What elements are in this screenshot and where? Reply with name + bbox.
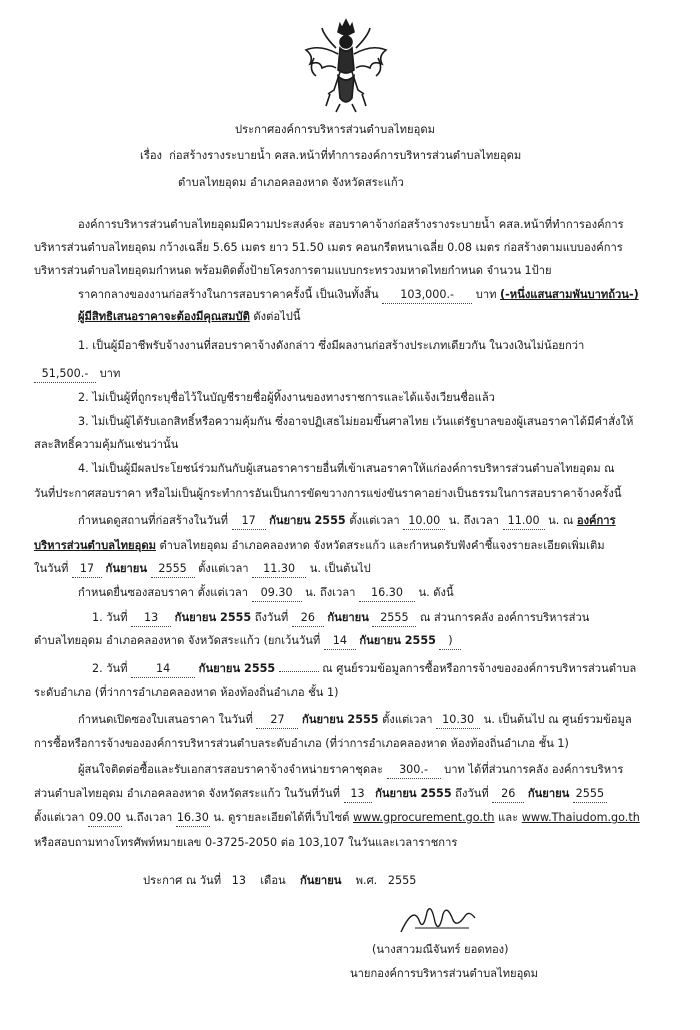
purchase-line-1	[78, 762, 623, 779]
submission-to-label: น. ถึงเวลา	[305, 586, 356, 599]
site-visit-date: 17	[232, 513, 266, 530]
site-visit-prefix: กำหนดดูสถานที่ก่อสร้างในวันที่	[78, 514, 229, 527]
site-visit-place-2: บริหารส่วนตำบลไทยอุดม	[34, 539, 156, 552]
qualification-heading-tail: ดังต่อไปนี้	[253, 310, 301, 323]
subject-line	[140, 148, 521, 164]
submission-line	[78, 585, 454, 602]
clarification-from-label: ตั้งแต่เวลา	[198, 562, 249, 575]
garuda-emblem-icon	[300, 14, 392, 114]
site-visit-line-1	[78, 513, 616, 530]
submission-2-day: 14	[131, 661, 195, 678]
announce-year: 2555	[387, 874, 417, 887]
opening-month-year: กันยายน 2555	[302, 713, 379, 726]
announce-date-prefix: ประกาศ ณ วันที่	[143, 874, 222, 887]
submission-2-blank	[279, 671, 319, 672]
purchase-to-label: ถึงวันที่	[455, 787, 489, 800]
submission-1-tail: ณ ส่วนการคลัง องค์การบริหารส่วน	[420, 611, 590, 624]
intro-line-1: องค์การบริหารส่วนตำบลไทยอุดมมีความประสงค์จะ สอบราคาจ้างก่อสร้างรางระบายน้ำ คสล.หน้าที่ทำการองค์การ	[78, 218, 624, 231]
submission-1-exception-prefix: ตำบลไทยอุดม อำเภอคลองหาด จังหวัดสระแก้ว (ยกเว้นวันที่	[34, 634, 321, 647]
intro-line-3: บริหารส่วนตำบลไทยอุดมกำหนด พร้อมติดตั้งป้ายโครงการตามแบบกระทรวงมหาดไทยกำหนด จำนวน 1ป้าย	[34, 264, 552, 277]
price-value: 103,000.-	[382, 287, 472, 304]
qualification-heading: ผู้มีสิทธิเสนอราคาจะต้องมีคุณสมบัติ	[78, 310, 250, 323]
opening-from-label: ตั้งแต่เวลา	[382, 713, 433, 726]
submission-1-exception-day: 14	[324, 633, 356, 650]
qualification-1-value: 51,500.-	[34, 366, 96, 383]
signer-name: (นางสาวมณีจันทร์ ยอดทอง)	[372, 943, 509, 956]
clarification-line	[34, 561, 371, 578]
subject-label: เรื่อง	[140, 149, 163, 162]
site-visit-line-2	[34, 538, 605, 554]
submission-end-time: 16.30	[359, 585, 415, 602]
opening-line-2: การซื้อหรือการจ้างขององค์การบริหารส่วนตำบลระดับอำเภอ (ที่ว่าการอำเภอคลองหาด ห้องท้องถิ่นอำเภอ ชั้น 1)	[34, 737, 569, 750]
qualification-1-line-1: 1. เป็นผู้มีอาชีพรับจ้างงานที่สอบราคาจ้างดังกล่าว ซึ่งมีผลงานก่อสร้างประเภทเดียวกัน ในวงเงินไม่น้อยกว่า	[78, 339, 585, 352]
qualification-1-unit: บาท	[99, 367, 121, 380]
qualification-4-line-2: วันที่ประกาศสอบราคา หรือไม่เป็นผู้กระทำการอันเป็นการขัดขวางการแข่งขันราคาอย่างเป็นธรรมในการสอบราคาจ้างครั้งนี้	[34, 487, 622, 500]
qualification-4-line-1: 4. ไม่เป็นผู้มีผลประโยชน์ร่วมกันกับผู้เสนอราคารายอื่นที่เข้าเสนอราคาให้แก่องค์การบริหารส่วนตำบลไทยอุดม ณ	[78, 462, 615, 475]
purchase-start-time: 09.00	[88, 810, 122, 827]
clarification-tail: น. เป็นต้นไป	[309, 562, 371, 575]
submission-1-exception-close: )	[439, 633, 461, 650]
price-text: (-หนึ่งแสนสามพันบาทถ้วน-)	[500, 288, 639, 301]
thaiudom-link[interactable]: www.Thaiudom.go.th	[521, 811, 640, 824]
site-visit-to-label: น. ถึงเวลา	[448, 514, 500, 527]
purchase-time-prefix: ตั้งแต่เวลา	[34, 811, 85, 824]
opening-tail: น. เป็นต้นไป ณ ศูนย์รวมข้อมูล	[483, 713, 632, 726]
submission-1-to-label: ถึงวันที่	[254, 611, 289, 624]
submission-1-start-month-year: กันยายน 2555	[174, 611, 252, 624]
price-prefix: ราคากลางของงานก่อสร้างในการสอบราคาครั้งนี้ เป็นเงินทั้งสิ้น	[78, 288, 379, 301]
qualification-1-line-2	[34, 366, 120, 383]
handwritten-signature	[395, 898, 485, 940]
purchase-end-month: กันยายน	[527, 787, 570, 800]
submission-2-month-year: กันยายน 2555	[198, 662, 276, 675]
intro-line-2: บริหารส่วนตำบลไทยอุดม กว้างเฉลี่ย 5.65 เมตร ยาว 51.50 เมตร คอนกรีตหนาเฉลี่ย 0.08 เมตร ก่อสร้างตามแบบองค์การ	[34, 241, 623, 254]
submission-1-end-month: กันยายน	[327, 611, 369, 624]
announce-year-label: พ.ศ.	[355, 874, 378, 887]
purchase-line-2	[34, 786, 607, 803]
signer-title: นายกองค์การบริหารส่วนตำบลไทยอุดม	[350, 967, 538, 980]
site-visit-at-label: น. ณ	[548, 514, 574, 527]
clarification-year: 2555	[151, 561, 195, 578]
site-visit-start-time: 10.00	[403, 513, 445, 530]
purchase-website-label: น. ดูรายละเอียดได้ที่เว็บไซต์	[213, 811, 350, 824]
qualification-3-line-1: 3. ไม่เป็นผู้ได้รับเอกสิทธิ์หรือความคุ้มกัน ซึ่งอาจปฏิเสธไม่ยอมขึ้นศาลไทย เว้นแต่รัฐบาลของผู้เสนอราคาได้มีคำสั่งให้	[78, 415, 634, 428]
announce-month: กันยายน	[299, 874, 342, 887]
announcement-title: ประกาศองค์การบริหารส่วนตำบลไทยอุดม	[235, 123, 435, 136]
purchase-start-day: 13	[344, 786, 372, 803]
clarification-month: กันยายน	[105, 562, 148, 575]
qualification-3-line-2: สละสิทธิ์ความคุ้มกันเช่นว่านั้น	[34, 438, 179, 451]
subject-text: ก่อสร้างรางระบายน้ำ คสล.หน้าที่ทำการองค์การบริหารส่วนตำบลไทยอุดม	[169, 149, 522, 162]
submission-1-start-day: 13	[131, 610, 171, 627]
site-visit-month-year: กันยายน 2555	[269, 514, 346, 527]
purchase-end-day: 26	[492, 786, 524, 803]
gprocurement-link[interactable]: www.gprocurement.go.th	[353, 811, 495, 824]
purchase-end-time: 16.30	[176, 810, 210, 827]
site-visit-from-label: ตั้งแต่เวลา	[349, 514, 400, 527]
submission-2-tail: ณ ศูนย์รวมข้อมูลการซื้อหรือการจ้างขององค์การบริหารส่วนตำบล	[322, 662, 637, 675]
qualification-2: 2. ไม่เป็นผู้ที่ถูกระบุชื่อไว้ในบัญชีรายชื่อผู้ทิ้งงานของทางราชการและได้แจ้งเวียนชื่อแล้ว	[78, 391, 495, 404]
purchase-price: 300.-	[387, 762, 441, 779]
purchase-and-label: และ	[498, 811, 519, 824]
submission-tail: น. ดังนี้	[418, 586, 454, 599]
announce-day: 13	[231, 874, 246, 887]
price-unit: บาท	[475, 288, 497, 301]
purchase-time-to-label: น.ถึงเวลา	[125, 811, 173, 824]
purchase-end-year: 2555	[573, 786, 607, 803]
submission-prefix: กำหนดยื่นซองสอบราคา ตั้งแต่เวลา	[78, 586, 249, 599]
clarification-time: 11.30	[252, 561, 306, 578]
opening-time: 10.30	[436, 712, 480, 729]
submission-1-end-year: 2555	[372, 610, 416, 627]
purchase-prefix: ผู้สนใจติดต่อซื้อและรับเอกสารสอบราคาจ้างจำหน่ายราคาชุดละ	[78, 763, 383, 776]
submission-1-exception-month-year: กันยายน 2555	[359, 634, 436, 647]
opening-prefix: กำหนดเปิดซองใบเสนอราคา ในวันที่	[78, 713, 253, 726]
submission-start-time: 09.30	[252, 585, 302, 602]
submission-2-line-1	[92, 661, 636, 678]
submission-2-line-2: ระดับอำเภอ (ที่ว่าการอำเภอคลองหาด ห้องท้องถิ่นอำเภอ ชั้น 1)	[34, 686, 339, 699]
purchase-start-month-year: กันยายน 2555	[375, 787, 452, 800]
clarification-date: 17	[72, 561, 102, 578]
purchase-date-prefix: ส่วนตำบลไทยอุดม อำเภอคลองหาด จังหวัดสระแก้ว ในวันที่วันที่	[34, 787, 340, 800]
opening-date: 27	[256, 712, 298, 729]
location-line: ตำบลไทยอุดม อำเภอคลองหาด จังหวัดสระแก้ว	[178, 176, 404, 189]
clarification-prefix: ในวันที่	[34, 562, 69, 575]
site-visit-tail: ตำบลไทยอุดม อำเภอคลองหาด จังหวัดสระแก้ว และกำหนดรับฟังคำชี้แจงรายละเอียดเพิ่มเติม	[159, 539, 605, 552]
opening-line-1	[78, 712, 632, 729]
qualification-heading-line	[78, 309, 301, 325]
site-visit-place-1: องค์การ	[576, 514, 616, 527]
announce-month-label: เดือน	[260, 874, 286, 887]
purchase-line-3	[34, 810, 640, 827]
price-line	[78, 287, 639, 304]
submission-1-prefix: 1. วันที่	[92, 611, 128, 624]
submission-1-line-2	[34, 633, 461, 650]
announce-date-line	[143, 873, 416, 889]
submission-1-line-1	[92, 610, 589, 627]
site-visit-end-time: 11.00	[503, 513, 545, 530]
purchase-line-4: หรือสอบถามทางโทรศัพท์หมายเลข 0-3725-2050 ต่อ 103,107 ในวันและเวลาราชการ	[34, 836, 458, 849]
purchase-tail: บาท ได้ที่ส่วนการคลัง องค์การบริหาร	[444, 763, 624, 776]
submission-2-prefix: 2. วันที่	[92, 662, 128, 675]
submission-1-end-day: 26	[292, 610, 324, 627]
